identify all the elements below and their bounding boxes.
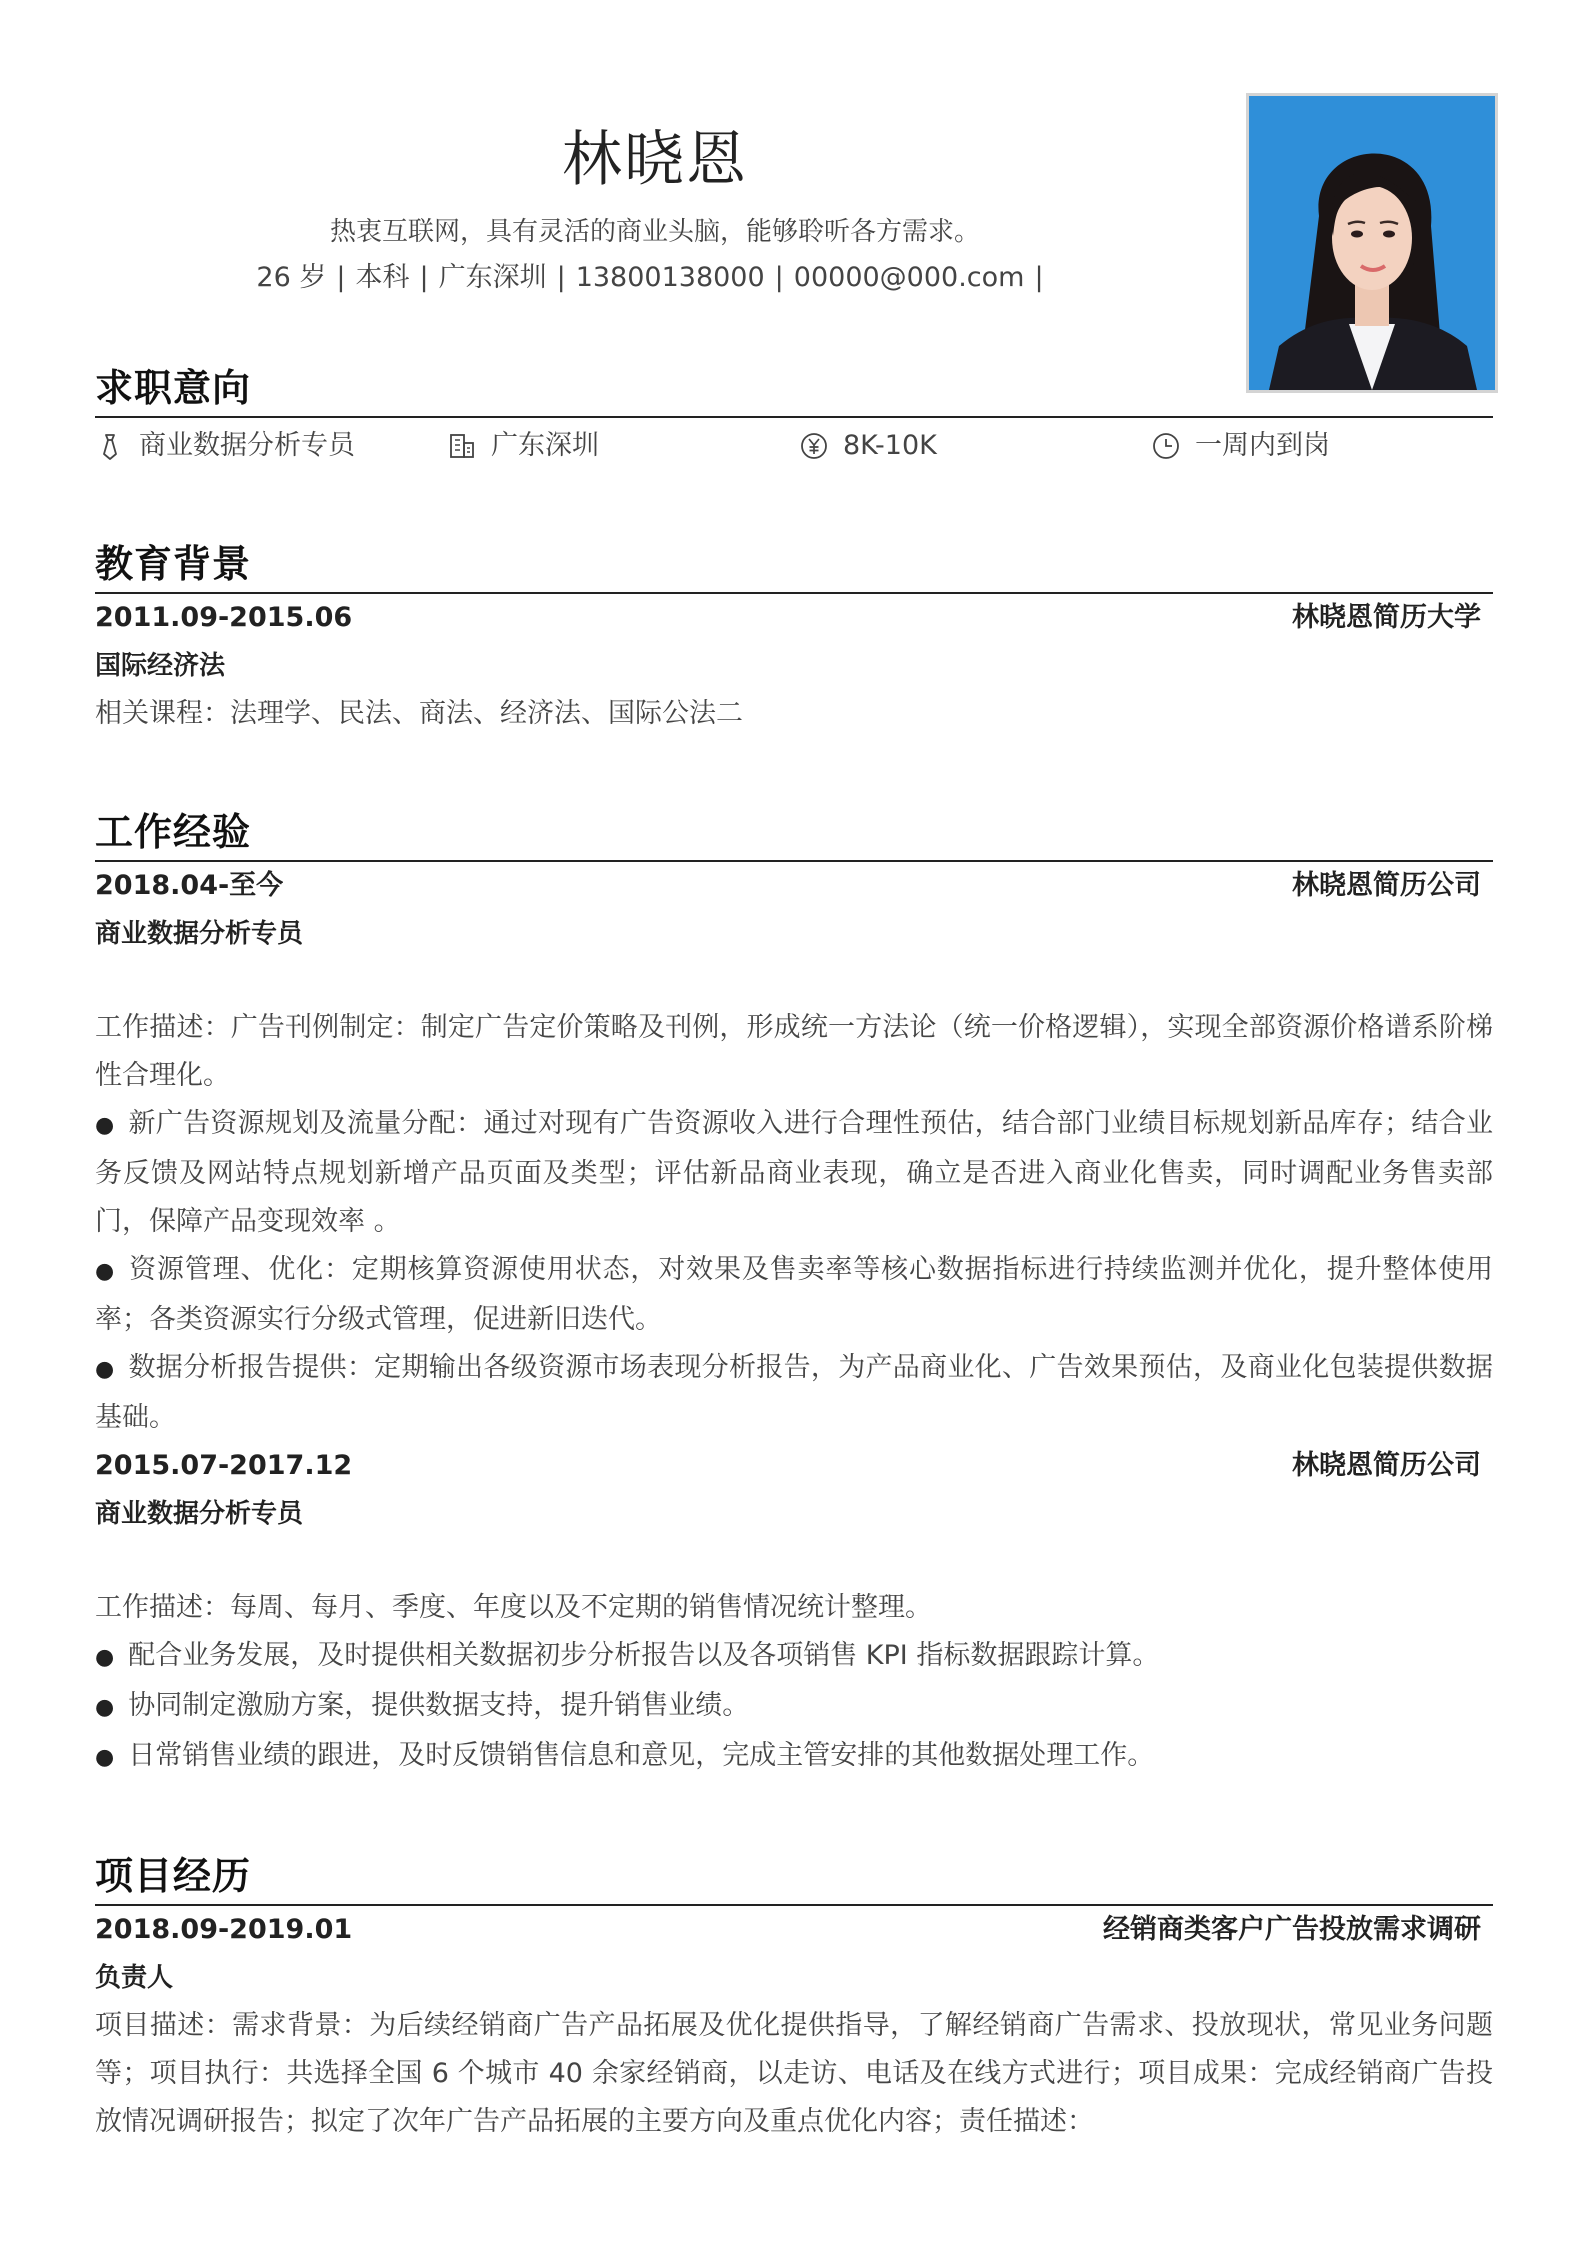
list-item: ● 日常销售业绩的跟进，及时反馈销售信息和意见，完成主管安排的其他数据处理工作。 xyxy=(95,1740,1155,1771)
section-intent xyxy=(95,364,1493,474)
profile-photo xyxy=(1246,93,1498,393)
job-role: 商业数据分析专员 xyxy=(95,1499,304,1529)
job-header xyxy=(95,1442,1493,1490)
job-description: 工作描述：每周、每月、季度、年度以及不定期的销售情况统计整理。 xyxy=(95,1592,932,1623)
list-item: ● 资源管理、优化：定期核算资源使用状态，对效果及售卖率等核心数据指标进行持续监测并优化，提升整体使用率；各类资源实行分级式管理，促进新旧迭代。 xyxy=(95,1254,1494,1335)
intent-city xyxy=(447,426,599,466)
list-item: ● 配合业务发展，及时提供相关数据初步分析报告以及各项销售 KPI 指标数据跟踪计算。 xyxy=(95,1640,1160,1671)
clock-icon xyxy=(1151,431,1181,461)
job-bullets xyxy=(95,1632,1493,1782)
project-description: 项目描述：需求背景：为后续经销商广告产品拓展及优化提供指导，了解经销商广告需求、投放现状，常见业务问题等；项目执行：共选择全国 6 个城市 40 余家经销商，以走访、电话及在线方式进行；项目成果：完成经销商广告投放情况调研报告；拟定了次年广告产品拓展的主要方向及重点优化内容；责任描述： xyxy=(95,2010,1493,2137)
contact-city: 广东深圳 xyxy=(438,262,547,293)
education-header xyxy=(95,594,1493,642)
intent-availability-text: 一周内到岗 xyxy=(1195,430,1330,461)
intent-row xyxy=(95,418,1493,474)
section-projects xyxy=(95,1852,1493,2146)
project-header xyxy=(95,1906,1493,1954)
list-item: ● 协同制定激励方案，提供数据支持，提升销售业绩。 xyxy=(95,1690,750,1721)
building-icon xyxy=(447,431,477,461)
contact-age: 26 岁 xyxy=(256,262,327,293)
project-period: 2018.09-2019.01 xyxy=(95,1914,353,1945)
section-title-projects: 项目经历 xyxy=(95,1854,252,1898)
job-entry xyxy=(95,1442,1493,1782)
candidate-name: 林晓恩 xyxy=(562,125,748,195)
yen-icon xyxy=(799,431,829,461)
list-item: ● 新广告资源规划及流量分配：通过对现有广告资源收入进行合理性预估，结合部门业绩目标规划新品库存；结合业务反馈及网站特点规划新增产品页面及类型；评估新品商业表现，确立是否进入商业化售卖，同时调配业务售卖部门，保障产品变现效率 。 xyxy=(95,1108,1493,1237)
job-company: 林晓恩简历公司 xyxy=(1292,1450,1481,1481)
education-school: 林晓恩简历大学 xyxy=(1292,602,1481,633)
project-role: 负责人 xyxy=(95,1963,174,1993)
contact-line: 26 岁 | 本科 | 广东深圳 | 13800138000 | 00000@000.com | xyxy=(256,262,1044,293)
job-period: 2018.04-至今 xyxy=(95,870,284,901)
project-name: 经销商类客户广告投放需求调研 xyxy=(1103,1914,1481,1945)
education-courses: 相关课程：法理学、民法、商法、经济法、国际公法二 xyxy=(95,698,743,729)
intent-salary-text: 8K-10K xyxy=(843,430,937,461)
job-bullets xyxy=(95,1100,1493,1442)
section-title-work: 工作经验 xyxy=(95,810,252,854)
job-period: 2015.07-2017.12 xyxy=(95,1450,353,1481)
contact-degree: 本科 xyxy=(355,262,410,293)
portrait-image xyxy=(1249,96,1495,390)
job-role: 商业数据分析专员 xyxy=(95,919,304,949)
contact-phone: 13800138000 xyxy=(575,262,765,293)
contact-email: 00000@000.com xyxy=(793,262,1025,293)
intent-salary xyxy=(799,426,937,466)
section-title-intent: 求职意向 xyxy=(95,366,252,410)
tie-icon xyxy=(95,431,125,461)
education-major: 国际经济法 xyxy=(95,651,226,681)
education-period: 2011.09-2015.06 xyxy=(95,602,353,633)
job-company: 林晓恩简历公司 xyxy=(1292,870,1481,901)
job-entry xyxy=(95,862,1493,1442)
tagline: 热衷互联网，具有灵活的商业头脑，能够聆听各方需求。 xyxy=(329,217,980,247)
intent-position xyxy=(95,426,355,466)
job-description: 工作描述：广告刊例制定：制定广告定价策略及刊例，形成统一方法论（统一价格逻辑），实现全部资源价格谱系阶梯性合理化。 xyxy=(95,1012,1493,1091)
section-education xyxy=(95,540,1493,738)
intent-position-text: 商业数据分析专员 xyxy=(139,430,355,461)
intent-city-text: 广东深圳 xyxy=(491,430,599,461)
section-title-education: 教育背景 xyxy=(95,542,252,586)
intent-availability xyxy=(1151,426,1330,466)
section-work xyxy=(95,808,1493,1782)
job-header xyxy=(95,862,1493,910)
list-item: ● 数据分析报告提供：定期输出各级资源市场表现分析报告，为产品商业化、广告效果预估，及商业化包装提供数据基础。 xyxy=(95,1352,1493,1433)
